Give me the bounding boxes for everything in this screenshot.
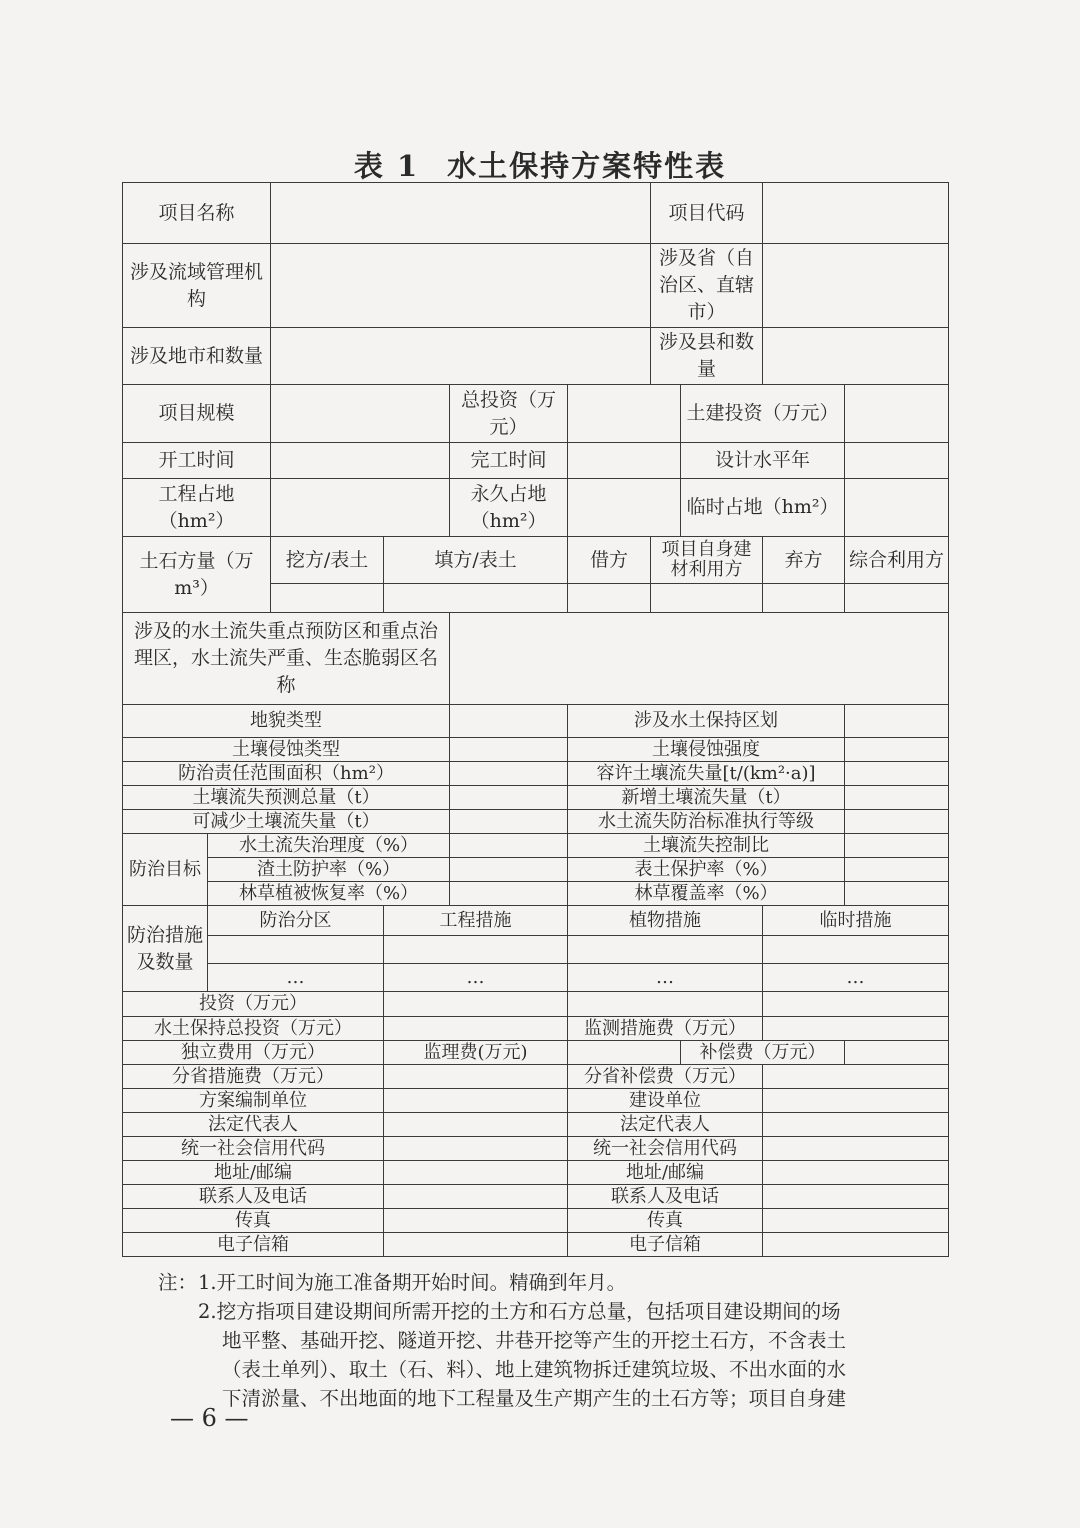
value-legal-rep-right[interactable]: [763, 1113, 949, 1137]
label-measure-group: 防治措施及数量: [123, 906, 208, 992]
ellipsis-temporary: …: [763, 964, 949, 992]
page-number: — 6 —: [170, 1404, 249, 1432]
label-fax-left: 传真: [123, 1209, 384, 1233]
table-title: 水土保持方案特性表: [447, 149, 727, 183]
label-sw-total: 水土保持总投资（万元）: [123, 1017, 384, 1041]
label-goal-group: 防治目标: [123, 834, 208, 906]
label-indep-fee: 独立费用（万元）: [123, 1041, 384, 1065]
note-item: （表土单列）、取土（石、料）、地上建筑物拆迁建筑垃圾、不出水面的水: [222, 1358, 847, 1381]
label-legal-rep-left: 法定代表人: [123, 1113, 384, 1137]
label-new-loss: 新增土壤流失量（t）: [568, 786, 845, 810]
label-scale: 项目规模: [123, 385, 271, 443]
value-waste[interactable]: [763, 584, 845, 613]
notes: [158, 1268, 928, 1413]
page-title: [0, 144, 1080, 185]
label-supervise-fee: 监理费(万元): [384, 1041, 568, 1065]
col-zone: 防治分区: [208, 906, 384, 936]
table-number: 表 1: [353, 149, 420, 183]
value-city-count[interactable]: [271, 328, 651, 385]
value-credit-code-left[interactable]: [384, 1137, 568, 1161]
value-goal-control-ratio[interactable]: [845, 834, 949, 858]
characteristics-table: [122, 182, 949, 1257]
value-std-level[interactable]: [845, 810, 949, 834]
value-invest-plant[interactable]: [568, 992, 763, 1017]
col-temporary: 临时措施: [763, 906, 949, 936]
value-resp-area[interactable]: [450, 762, 568, 786]
value-project-code[interactable]: [763, 183, 949, 244]
value-civil-invest[interactable]: [845, 385, 949, 443]
value-key-area[interactable]: [450, 613, 949, 705]
value-engineering-1[interactable]: [384, 936, 568, 964]
col-engineering: 工程措施: [384, 906, 568, 936]
label-goal-topsoil: 表土保护率（%）: [568, 858, 845, 882]
label-project-code: 项目代码: [651, 183, 763, 244]
value-fill[interactable]: [384, 584, 568, 613]
col-waste: 弃方: [763, 537, 845, 584]
label-project-name: 项目名称: [123, 183, 271, 244]
value-zone-1[interactable]: [208, 936, 384, 964]
label-email-left: 电子信箱: [123, 1233, 384, 1257]
label-contact-right: 联系人及电话: [568, 1185, 763, 1209]
value-plan-unit[interactable]: [384, 1089, 568, 1113]
value-perm-land[interactable]: [568, 479, 681, 537]
label-soil-zone: 涉及水土保持区划: [568, 705, 845, 738]
label-comp-fee: 补偿费（万元）: [681, 1041, 845, 1065]
col-fill: 填方/表土: [384, 537, 568, 584]
note-item: 1.开工时间为施工准备期开始时间。精确到年月。: [198, 1271, 627, 1294]
label-monitor-fee: 监测措施费（万元）: [568, 1017, 763, 1041]
label-reduce-loss: 可减少土壤流失量（t）: [123, 810, 450, 834]
label-goal-treatment: 水土流失治理度（%）: [208, 834, 450, 858]
value-design-year[interactable]: [845, 443, 949, 479]
value-contact-right[interactable]: [763, 1185, 949, 1209]
col-excavation: 挖方/表土: [271, 537, 384, 584]
value-supervise-fee[interactable]: [568, 1041, 681, 1065]
label-land-use: 工程占地（hm²）: [123, 479, 271, 537]
label-std-level: 水土流失防治标准执行等级: [568, 810, 845, 834]
label-goal-veg-recovery: 林草植被恢复率（%）: [208, 882, 450, 906]
value-new-loss[interactable]: [845, 786, 949, 810]
label-perm-land: 永久占地（hm²）: [450, 479, 568, 537]
note-item: 2.挖方指项目建设期间所需开挖的土方和石方总量，包括项目建设期间的场: [198, 1300, 841, 1323]
value-temp-land[interactable]: [845, 479, 949, 537]
col-self-use: 项目自身建材利用方: [651, 537, 763, 584]
value-county-count[interactable]: [763, 328, 949, 385]
label-goal-veg-cover: 林草覆盖率（%）: [568, 882, 845, 906]
label-invest: 投资（万元）: [123, 992, 384, 1017]
value-monitor-fee[interactable]: [763, 1017, 949, 1041]
label-city-count: 涉及地市和数量: [123, 328, 271, 385]
value-project-name[interactable]: [271, 183, 651, 244]
label-start-time: 开工时间: [123, 443, 271, 479]
label-plan-unit: 方案编制单位: [123, 1089, 384, 1113]
value-fax-right[interactable]: [763, 1209, 949, 1233]
label-civil-invest: 土建投资（万元）: [681, 385, 845, 443]
label-credit-code-left: 统一社会信用代码: [123, 1137, 384, 1161]
value-plant-1[interactable]: [568, 936, 763, 964]
value-goal-treatment[interactable]: [450, 834, 568, 858]
note-item: 地平整、基础开挖、隧道开挖、井巷开挖等产生的开挖土石方，不含表土: [222, 1329, 847, 1352]
value-address-left[interactable]: [384, 1161, 568, 1185]
value-invest-engineering[interactable]: [384, 992, 568, 1017]
value-basin-agency[interactable]: [271, 244, 651, 328]
value-email-right[interactable]: [763, 1233, 949, 1257]
value-goal-veg-cover[interactable]: [845, 882, 949, 906]
value-landform[interactable]: [450, 705, 568, 738]
ellipsis-zone: …: [208, 964, 384, 992]
label-build-unit: 建设单位: [568, 1089, 763, 1113]
label-prov-measure: 分省措施费（万元）: [123, 1065, 384, 1089]
label-resp-area: 防治责任范围面积（hm²）: [123, 762, 450, 786]
label-basin-agency: 涉及流域管理机构: [123, 244, 271, 328]
col-reuse: 综合利用方: [845, 537, 949, 584]
value-build-unit[interactable]: [763, 1089, 949, 1113]
label-allow-loss: 容许土壤流失量[t/(km²·a)]: [568, 762, 845, 786]
value-borrow[interactable]: [568, 584, 651, 613]
value-comp-fee[interactable]: [845, 1041, 949, 1065]
value-prov-measure[interactable]: [384, 1065, 568, 1089]
value-prov-comp[interactable]: [763, 1065, 949, 1089]
value-temporary-1[interactable]: [763, 936, 949, 964]
label-erosion-intensity: 土壤侵蚀强度: [568, 738, 845, 762]
label-goal-slag: 渣土防护率（%）: [208, 858, 450, 882]
value-goal-slag[interactable]: [450, 858, 568, 882]
label-email-right: 电子信箱: [568, 1233, 763, 1257]
label-key-area: 涉及的水土流失重点预防区和重点治理区，水土流失严重、生态脆弱区名称: [123, 613, 450, 705]
value-credit-code-right[interactable]: [763, 1137, 949, 1161]
label-design-year: 设计水平年: [681, 443, 845, 479]
ellipsis-plant: …: [568, 964, 763, 992]
label-province: 涉及省（自治区、直辖市）: [651, 244, 763, 328]
value-address-right[interactable]: [763, 1161, 949, 1185]
label-erosion-type: 土壤侵蚀类型: [123, 738, 450, 762]
note-item: 下清淤量、不出地面的地下工程量及生产期产生的土石方等；项目自身建: [222, 1387, 847, 1410]
value-reuse[interactable]: [845, 584, 949, 613]
label-goal-control-ratio: 土壤流失控制比: [568, 834, 845, 858]
value-email-left[interactable]: [384, 1233, 568, 1257]
value-sw-total[interactable]: [384, 1017, 568, 1041]
value-reduce-loss[interactable]: [450, 810, 568, 834]
value-goal-veg-recovery[interactable]: [450, 882, 568, 906]
col-borrow: 借方: [568, 537, 651, 584]
ellipsis-engineering: …: [384, 964, 568, 992]
value-allow-loss[interactable]: [845, 762, 949, 786]
value-excavation[interactable]: [271, 584, 384, 613]
value-province[interactable]: [763, 244, 949, 328]
label-credit-code-right: 统一社会信用代码: [568, 1137, 763, 1161]
label-fax-right: 传真: [568, 1209, 763, 1233]
label-temp-land: 临时占地（hm²）: [681, 479, 845, 537]
value-start-time[interactable]: [271, 443, 450, 479]
label-contact-left: 联系人及电话: [123, 1185, 384, 1209]
label-address-right: 地址/邮编: [568, 1161, 763, 1185]
value-end-time[interactable]: [568, 443, 681, 479]
value-total-invest[interactable]: [568, 385, 681, 443]
value-goal-topsoil[interactable]: [845, 858, 949, 882]
value-fax-left[interactable]: [384, 1209, 568, 1233]
value-pred-loss[interactable]: [450, 786, 568, 810]
label-earthwork: 土石方量（万 m³）: [123, 537, 271, 613]
value-land-use[interactable]: [271, 479, 450, 537]
label-prov-comp: 分省补偿费（万元）: [568, 1065, 763, 1089]
value-invest-temporary[interactable]: [763, 992, 949, 1017]
label-county-count: 涉及县和数量: [651, 328, 763, 385]
label-legal-rep-right: 法定代表人: [568, 1113, 763, 1137]
value-scale[interactable]: [271, 385, 450, 443]
value-self-use[interactable]: [651, 584, 763, 613]
value-legal-rep-left[interactable]: [384, 1113, 568, 1137]
label-end-time: 完工时间: [450, 443, 568, 479]
label-total-invest: 总投资（万元）: [450, 385, 568, 443]
value-erosion-type[interactable]: [450, 738, 568, 762]
label-address-left: 地址/邮编: [123, 1161, 384, 1185]
label-pred-loss: 土壤流失预测总量（t）: [123, 786, 450, 810]
notes-label: 注：: [158, 1271, 198, 1294]
value-soil-zone[interactable]: [845, 705, 949, 738]
value-contact-left[interactable]: [384, 1185, 568, 1209]
label-landform: 地貌类型: [123, 705, 450, 738]
value-erosion-intensity[interactable]: [845, 738, 949, 762]
col-plant: 植物措施: [568, 906, 763, 936]
